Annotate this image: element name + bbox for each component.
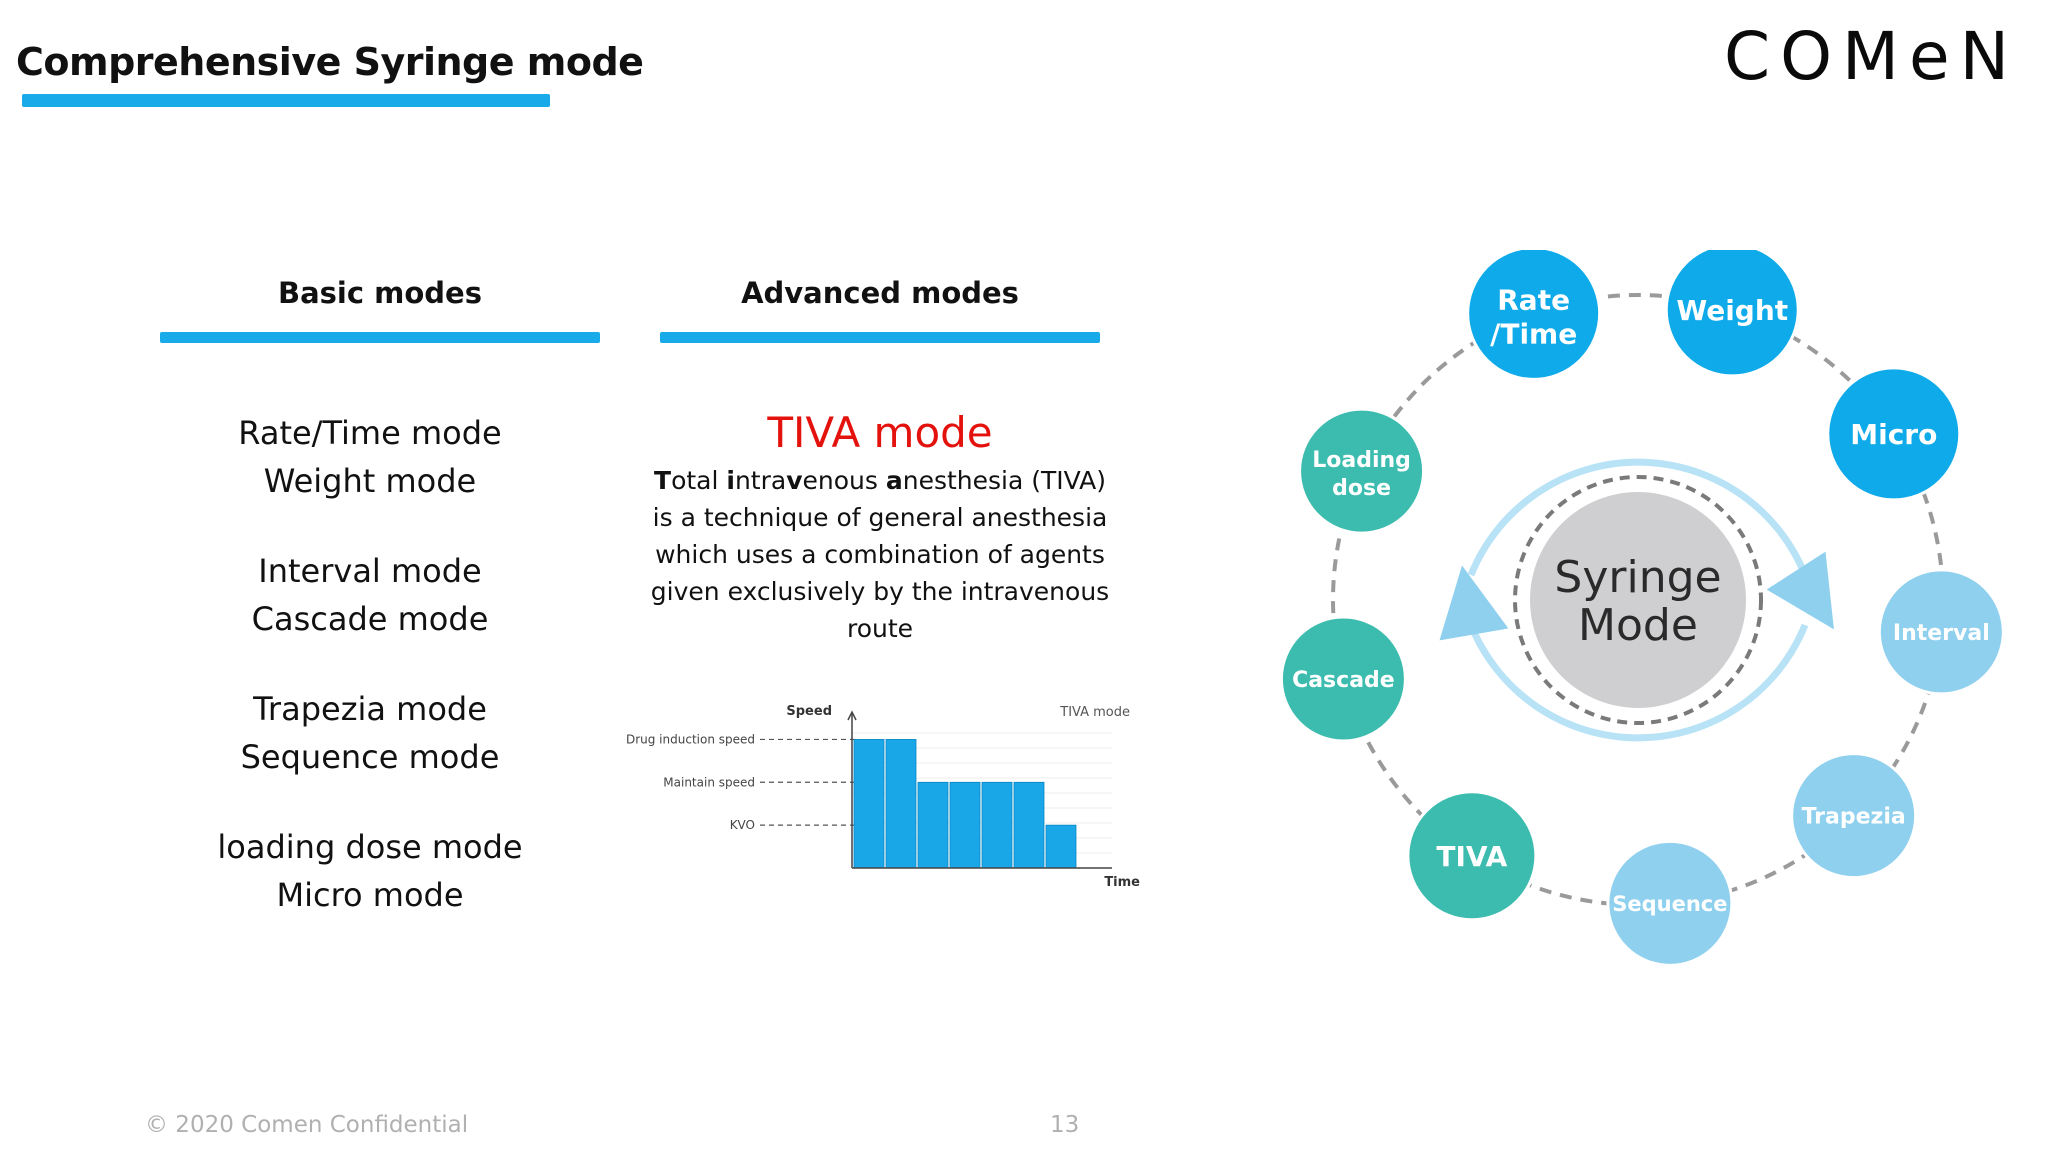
arc-arrow-bottom-head (1468, 600, 1471, 614)
diagram-node-cascade (1281, 617, 1405, 741)
chart-tick-drug-induction: Drug induction speed (625, 732, 755, 747)
diagram-node-tiva (1408, 792, 1536, 920)
diagram-node-label: Cascade (1292, 667, 1395, 693)
diagram-node-label-line1: Loading (1312, 448, 1411, 474)
chart-bar (918, 782, 948, 868)
chart-tick-kvo: KVO (729, 818, 755, 833)
chart-title: TIVA mode (1060, 705, 1130, 720)
mode-interval: Interval mode (258, 552, 482, 590)
mode-weight: Weight mode (263, 462, 477, 500)
diagram-node-trapezia (1792, 754, 1916, 878)
chart-y-label: Speed (786, 704, 832, 719)
diagram-node-label-line1: Rate (1497, 283, 1571, 317)
chart-bar (1046, 825, 1076, 868)
diagram-node-label: Weight (1676, 294, 1789, 328)
chart-bar (950, 782, 980, 868)
mode-rate-time: Rate/Time mode (238, 414, 502, 452)
tiva-chart (620, 690, 1160, 910)
footer-page-number: 13 (1050, 1112, 1080, 1138)
comen-logo: COMeN (1724, 18, 2019, 95)
diagram-node-label: Interval (1892, 620, 1990, 646)
diagram-node-label-line2: dose (1332, 476, 1392, 502)
diagram-node-label: Micro (1850, 417, 1938, 451)
chart-bar (1014, 782, 1044, 868)
footer-copyright: © 2020 Comen Confidential (145, 1112, 469, 1138)
chart-x-label: Time (1104, 875, 1140, 890)
diagram-node-label: Trapezia (1801, 804, 1906, 830)
mode-micro: Micro mode (276, 876, 464, 914)
advanced-modes-heading: Advanced modes (741, 276, 1019, 310)
page-title: Comprehensive Syringe mode (16, 40, 644, 84)
diagram-node-interval (1879, 570, 2003, 694)
chart-bar (886, 739, 916, 868)
diagram-node-label: Sequence (1612, 891, 1728, 916)
tiva-mode-title: TIVA mode (767, 408, 993, 457)
chart-guide-lines (760, 739, 855, 825)
mode-cascade: Cascade mode (251, 600, 489, 638)
mode-trapezia: Trapezia mode (253, 690, 487, 728)
diagram-node-rate (1468, 250, 1600, 379)
basic-modes-underline (160, 332, 600, 343)
mode-loading-dose: loading dose mode (217, 828, 523, 866)
chart-bar (854, 739, 884, 868)
tiva-description: Total intravenous anesthesia (TIVA) is a technique of general anesthesia which uses a combination of agents given exclusively by the intravenous route (650, 466, 1110, 643)
diagram-node-micro (1828, 368, 1960, 500)
diagram-node-label: TIVA (1436, 839, 1508, 873)
syringe-mode-diagram (1260, 250, 2020, 970)
diagram-node-loading (1300, 409, 1424, 533)
advanced-modes-underline (660, 332, 1100, 343)
center-label-line2: Mode (1578, 600, 1698, 651)
diagram-node-label-line2: /Time (1490, 317, 1578, 351)
chart-tick-maintain: Maintain speed (663, 775, 755, 790)
title-underline (22, 94, 550, 107)
chart-bar (982, 782, 1012, 868)
center-label-line1: Syringe (1554, 552, 1722, 603)
chart-bars (854, 739, 1076, 868)
mode-sequence: Sequence mode (240, 738, 500, 776)
diagram-node-weight (1666, 250, 1798, 376)
basic-modes-heading: Basic modes (278, 276, 482, 310)
diagram-node-sequence (1608, 841, 1732, 965)
arc-arrow-top-head (1805, 586, 1815, 600)
